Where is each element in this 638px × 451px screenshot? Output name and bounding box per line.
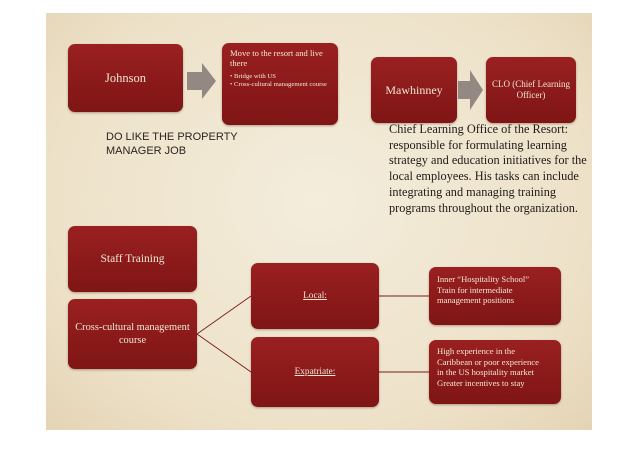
mawhinney-box — [371, 57, 457, 123]
high-experience-line: in the US hospitality market — [437, 367, 534, 377]
move-bullet: • Bridge with US — [230, 73, 276, 80]
cross-cultural-box — [68, 299, 197, 369]
expatriate-box — [251, 337, 379, 407]
high-experience-line: Caribbean or poor experience — [437, 356, 539, 367]
staff-training-box — [68, 226, 197, 292]
connector-cross-to-expatriate — [197, 334, 251, 372]
move-heading: Move to the resort and live there — [230, 48, 323, 68]
connector-cross-to-local — [197, 296, 251, 334]
hospitality-school-line: management positions — [437, 295, 515, 305]
arrow-right-icon — [187, 63, 216, 99]
hospitality-school-line: Inner “Hospitality School” — [437, 274, 530, 284]
local-label: Local: — [303, 291, 327, 301]
cross-cultural-label: Cross-cultural management course — [75, 322, 190, 346]
arrow-right-icon — [458, 70, 483, 110]
high-experience-line: Greater incentives to stay — [437, 377, 525, 388]
move-bullet-list — [230, 73, 330, 90]
move-to-resort-box — [222, 43, 338, 125]
johnson-box — [68, 44, 183, 112]
hospitality-school-box — [429, 267, 561, 325]
johnson-label: Johnson — [105, 70, 146, 85]
expatriate-label: Expatriate: — [294, 367, 336, 377]
clo-description: Chief Learning Office of the Resort: responsible for formulating learning strategy and education initiatives for the local employees. His tasks can include integrating and managing training programs throughout the organization. — [389, 122, 587, 215]
slide — [46, 13, 592, 430]
clo-label: CLO (Chief Learning Officer) — [492, 79, 570, 100]
move-bullet: • Cross-cultural management course — [230, 81, 327, 89]
clo-box — [486, 57, 576, 123]
high-experience-box — [429, 340, 561, 404]
mawhinney-label: Mawhinney — [385, 82, 443, 97]
property-manager-note: DO LIKE THE PROPERTY MANAGER JOB — [106, 131, 238, 157]
local-box — [251, 263, 379, 329]
hospitality-school-line: Train for intermediate — [437, 284, 513, 295]
staff-training-label: Staff Training — [100, 253, 165, 265]
high-experience-line: High experience in the — [437, 346, 516, 356]
